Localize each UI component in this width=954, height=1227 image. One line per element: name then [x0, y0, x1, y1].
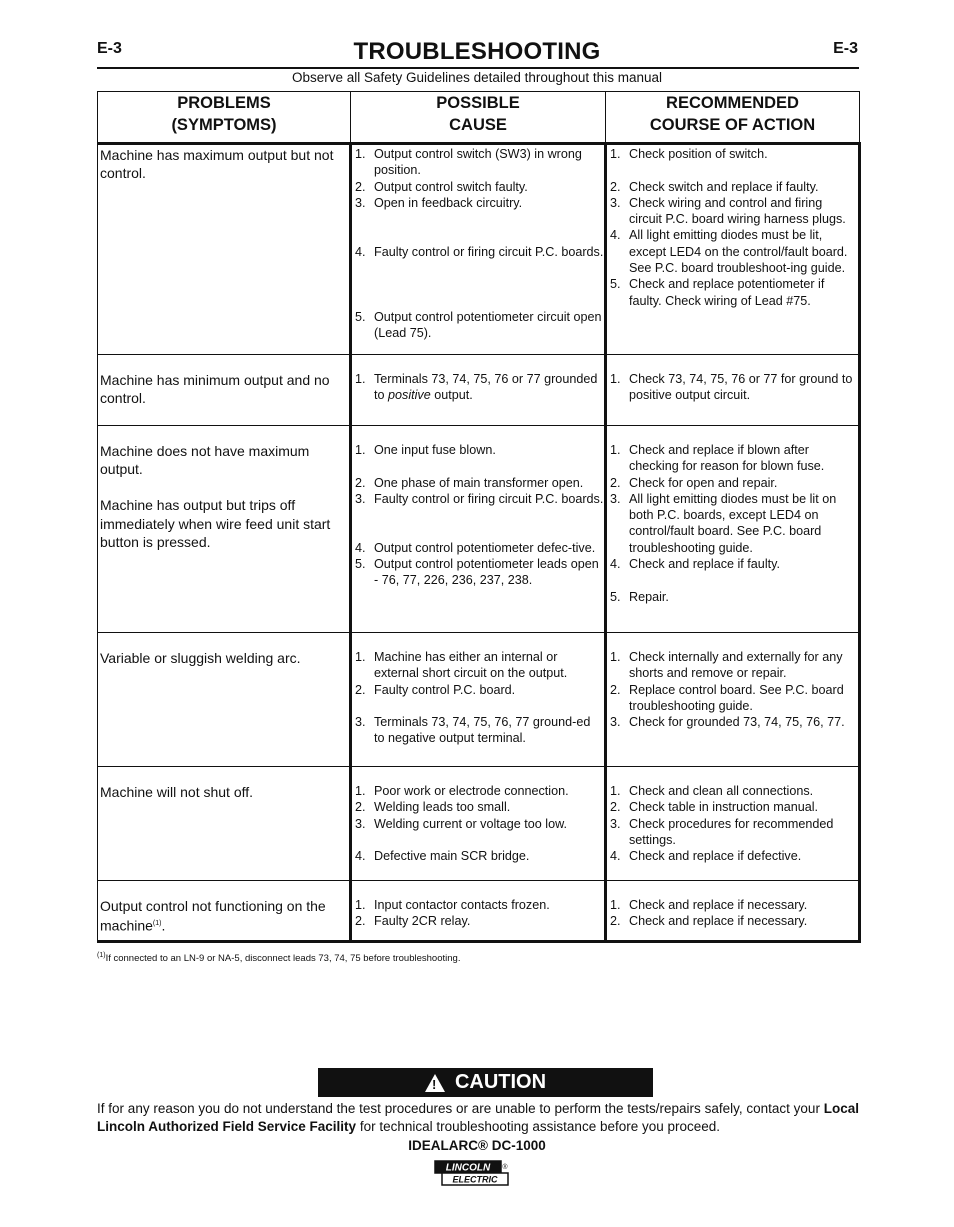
- model-name: IDEALARC® DC-1000: [408, 1138, 546, 1153]
- list-item: 2. Welding leads too small.: [355, 800, 511, 815]
- column-header-problems: [98, 92, 351, 144]
- column-header-action-line1: RECOMMENDED: [666, 94, 799, 112]
- problem-cell: [98, 767, 351, 881]
- problem-text: Output control not functioning on the machine$^{(1)}$.: [100, 898, 326, 934]
- action-cell: [606, 633, 860, 767]
- action-cell: [606, 355, 860, 426]
- problem-text: Machine has maximum output but not control.: [100, 147, 334, 182]
- list-item: 1. One input fuse blown.: [355, 443, 496, 457]
- list-item: 2. Output control switch faulty.: [355, 179, 528, 194]
- table-row: [98, 633, 860, 767]
- caution-text: If for any reason you do not understand the test procedures or are unable to perform the tests/repairs safely, contact your Local Lincoln Authorized Field Service Facility for technical troubleshooting assistance before you proceed.: [97, 1101, 859, 1134]
- problem-text: Variable or sluggish welding arc.: [100, 650, 301, 666]
- list-item: 3. Welding current or voltage too low.: [355, 816, 567, 831]
- cause-cell: [351, 767, 606, 881]
- list-item: 3. Check procedures for recommended settings.: [610, 816, 834, 847]
- footnote: [97, 952, 460, 964]
- list-item: 4. Check and replace if defective.: [610, 849, 802, 864]
- cause-cell: [351, 426, 606, 633]
- list-item: 1. Check and replace if blown after checking for reason for blown fuse.: [610, 443, 825, 474]
- cause-cell: [351, 355, 606, 426]
- column-header-problems-line1: PROBLEMS: [177, 94, 271, 112]
- caution-banner: [318, 1068, 653, 1097]
- footnote-text: If connected to an LN-9 or NA-5, disconnect leads 73, 74, 75 before troubleshooting.: [105, 953, 461, 965]
- list-item: 3. Faulty control or firing circuit P.C. boards.: [355, 491, 604, 506]
- problem-cell: [98, 881, 351, 942]
- caution-label: CAUTION: [454, 1071, 547, 1093]
- safety-subtitle: Observe all Safety Guidelines detailed throughout this manual: [292, 70, 662, 85]
- list-item: 2. Check for open and repair.: [610, 475, 778, 490]
- list-item: 1. Check internally and externally for any shorts and remove or repair.: [610, 650, 843, 681]
- list-item: 2. Check table in instruction manual.: [610, 800, 819, 815]
- list-item: 2. Replace control board. See P.C. board troubleshooting guide.: [610, 682, 844, 713]
- list-item: 2. One phase of main transformer open.: [355, 475, 584, 490]
- table-header-row: [98, 92, 860, 144]
- list-item: 5. Repair.: [610, 589, 669, 604]
- logo-registered-mark: ®: [502, 1164, 508, 1171]
- problem-text: Machine does not have maximum output.: [100, 443, 310, 478]
- table-row: [98, 767, 860, 881]
- action-cell: [606, 426, 860, 633]
- list-item: 3. Terminals 73, 74, 75, 76, 77 ground-ed to negative output terminal.: [355, 715, 591, 746]
- action-cell: [606, 144, 860, 355]
- column-header-cause: [351, 92, 606, 144]
- lincoln-electric-logo: [434, 1160, 509, 1186]
- list-item: 1. Input contactor contacts frozen.: [355, 898, 550, 912]
- action-cell: [606, 881, 860, 942]
- column-header-cause-line2: CAUSE: [449, 116, 507, 134]
- column-header-problems-line2: (SYMPTOMS): [171, 116, 277, 134]
- list-item: 1. Output control switch (SW3) in wrong position.: [355, 147, 582, 178]
- page-code-left: E-3: [97, 40, 122, 57]
- list-item: 1. Terminals 73, 74, 75, 76 or 77 grounded to positive output.: [355, 372, 598, 403]
- footnote-ref: (1): [152, 920, 162, 928]
- list-item: 4. All light emitting diodes must be lit, except LED4 on the control/fault board. See P.C. board troubleshoot-ing guide.: [610, 228, 848, 276]
- logo-bottom-text: ELECTRIC: [452, 1174, 498, 1185]
- list-item: 4. Output control potentiometer defec-tive.: [355, 540, 596, 555]
- action-cell: [606, 767, 860, 881]
- table-row: [98, 881, 860, 942]
- list-item: 3. Check for grounded 73, 74, 75, 76, 77.: [610, 715, 845, 730]
- list-item: 1. Check and clean all connections.: [610, 784, 814, 798]
- list-item: 1. Check and replace if necessary.: [610, 898, 808, 912]
- list-item: 5. Output control potentiometer leads open - 76, 77, 226, 236, 237, 238.: [355, 557, 599, 588]
- problem-text: Machine will not shut off.: [100, 784, 254, 800]
- problem-cell: [98, 144, 351, 355]
- list-item: 1. Poor work or electrode connection.: [355, 784, 569, 798]
- list-item: 2. Faulty 2CR relay.: [355, 914, 471, 929]
- service-facility-name: Local Lincoln Authorized Field Service Facility: [97, 1101, 859, 1134]
- list-item: 4. Faulty control or firing circuit P.C. boards.: [355, 244, 604, 259]
- table-row: [98, 426, 860, 633]
- page-code-right: E-3: [833, 40, 858, 57]
- list-item: 3. Check wiring and control and firing circuit P.C. board wiring harness plugs.: [610, 195, 846, 227]
- problem-text: Machine has output but trips off immediately when wire feed unit start button is pressed.: [100, 497, 331, 550]
- column-header-action-line2: COURSE OF ACTION: [649, 116, 816, 134]
- list-item: 2. Check switch and replace if faulty.: [610, 179, 819, 194]
- list-item: 4. Check and replace if faulty.: [610, 557, 780, 572]
- footnote-marker: (1): [97, 952, 106, 959]
- list-item: 3. All light emitting diodes must be lit on both P.C. boards, except LED4 on control/fault board. See P.C. board troubleshooting guide.: [610, 491, 837, 555]
- table-row: [98, 355, 860, 426]
- cause-cell: [351, 633, 606, 767]
- list-item: 5. Output control potentiometer circuit open (Lead 75).: [355, 309, 602, 341]
- list-item: 4. Defective main SCR bridge.: [355, 849, 530, 864]
- list-item: 1. Check 73, 74, 75, 76 or 77 for ground to positive output circuit.: [610, 372, 853, 403]
- cause-cell: [351, 881, 606, 942]
- header-rule: [97, 67, 859, 69]
- table-row: [98, 144, 860, 355]
- troubleshooting-table: [97, 91, 861, 943]
- problem-cell: [98, 426, 351, 633]
- list-item: 2. Check and replace if necessary.: [610, 914, 808, 929]
- warning-triangle-icon: !: [425, 1074, 445, 1092]
- list-item: 1. Check position of switch.: [610, 147, 768, 161]
- list-item: 2. Faulty control P.C. board.: [355, 682, 516, 697]
- column-header-action: [606, 92, 860, 144]
- problem-cell: [98, 355, 351, 426]
- list-item: 5. Check and replace potentiometer if faulty. Check wiring of Lead #75.: [610, 277, 825, 308]
- column-header-cause-line1: POSSIBLE: [436, 94, 520, 112]
- page-title: TROUBLESHOOTING: [353, 38, 601, 65]
- list-item: 1. Machine has either an internal or external short circuit on the output.: [355, 650, 568, 681]
- list-item: 3. Open in feedback circuitry.: [355, 195, 523, 210]
- problem-cell: [98, 633, 351, 767]
- problem-text: Machine has minimum output and no control.: [100, 372, 330, 407]
- logo-top-text: LINCOLN: [445, 1162, 491, 1174]
- cause-cell: [351, 144, 606, 355]
